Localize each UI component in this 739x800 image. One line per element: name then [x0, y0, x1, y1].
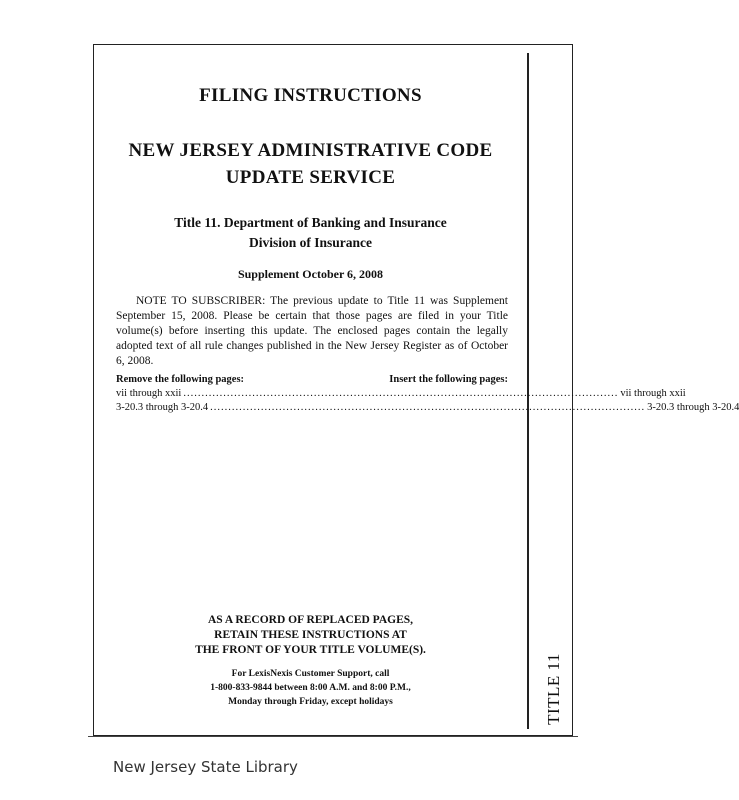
remove-header: Remove the following pages:: [116, 374, 245, 385]
customer-support: For LexisNexis Customer Support, call 1-800-833-9844 between 8:00 A.M. and 8:00 P.M., Monday through Friday, except holidays: [210, 669, 411, 707]
bottom-rule: [88, 736, 578, 737]
note-to-subscriber: NOTE TO SUBSCRIBER: The previous update to Title 11 was Supplement September 15, 2008. Please be certain that those pages are filed in your Title volume(s) before inserting this update. The enclosed pages contain the legally adopted text of all rule changes published in the New Jersey Register as of October 6, 2008.: [116, 295, 508, 367]
spine-label: TITLE 11: [544, 653, 563, 725]
pages-table: [116, 373, 739, 415]
document-frame: [93, 44, 739, 736]
supplement-date: Supplement October 6, 2008: [237, 267, 384, 281]
table-row: vii through xxii ........................................................................................................................ vii through xxii: [116, 388, 686, 399]
insert-header: Insert the following pages:: [389, 374, 508, 385]
table-row: 3-20.3 through 3-20.4 ........................................................................................................................ 3-20.3 through 3-20.4: [116, 402, 739, 413]
library-stamp: New Jersey State Library: [113, 758, 298, 776]
title-heading: Title 11. Department of Banking and Insurance Division of Insurance: [174, 215, 447, 250]
table-header: [116, 373, 508, 387]
code-title: NEW JERSEY ADMINISTRATIVE CODE UPDATE SERVICE: [128, 140, 493, 188]
document-title: FILING INSTRUCTIONS: [199, 85, 422, 106]
record-notice: AS A RECORD OF REPLACED PAGES, RETAIN THESE INSTRUCTIONS AT THE FRONT OF YOUR TITLE VOLUME(S).: [195, 614, 426, 656]
